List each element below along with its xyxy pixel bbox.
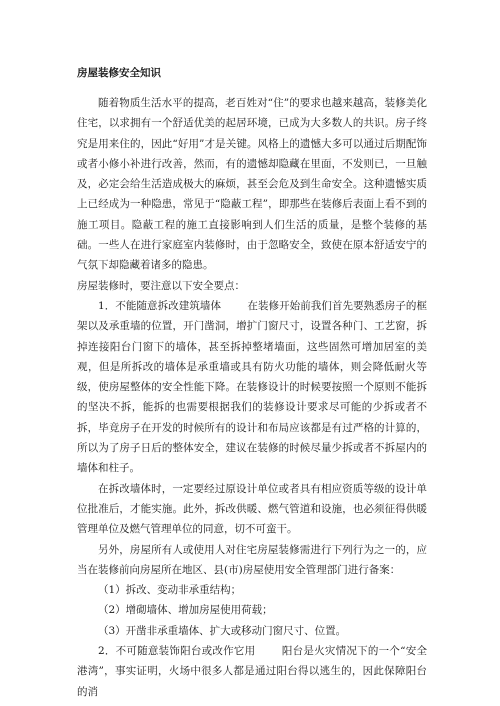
section-1-text: 在装修开始前我们首先要熟悉房子的框架以及承重墙的位置，开门凿洞，增扩门窗尺寸，设置各种门、工艺窗，拆掉连接阳台门窗下的墙体，甚至拆掉整堵墙面，这些固然可增加居室的美观，但是所拆改的墙体是承重墙或具有防火功能的墙体，则会降低耐火等级，使房屋整体的安全性能下降。在装修设计的时候要按照一个原则不能拆的坚决不拆，能拆的也需要根据我们的装修设计要求尽可能的少拆或者不拆，毕竟房子在开发的时候所有的设计和布局应该都是有过严格的计算的，所以为了房子日后的整体安全，建议在装修的时候尽量少拆或者不拆屋内的墙体和柱子。: [77, 299, 428, 475]
list-item: （3）开凿非承重墙体、扩大或移动门窗尺寸、位置。: [98, 624, 347, 637]
document-body: [77, 93, 427, 702]
intro-paragraph: 随着物质生活水平的提高，老百姓对“住”的要求也越来越高，装修美化住宅，以求拥有一个舒适优美的起居环境，已成为大多数人的共识。房子终究是用来住的，因此“好用”才是关键。风格上的遗憾大多可以通过后期配饰或者小修小补进行改善，然而，有的遗憾却隐藏在里面，不发则已，一旦触及，必定会给生活造成极大的麻烦，甚至会危及到生命安全。这种遗憾实质上已经成为一种隐患，常见于“隐蔽工程”，即那些在装修后表面上看不到的施工项目。隐蔽工程的施工直接影响到人们生活的质量，是整个装修的基础。一些人在进行家庭室内装修时，由于忽略安全，致使在原本舒适安宁的气氛下却隐藏着诸多的隐患。: [77, 97, 427, 272]
section-1-paragraph: [77, 296, 427, 479]
section-2-paragraph: [77, 641, 427, 702]
section-2-heading: 2．不可随意装饰阳台或改作它用: [98, 645, 256, 658]
document-title: 房屋装修安全知识: [77, 67, 161, 79]
list-item: （1）拆改、变动非承重结构；: [98, 584, 242, 597]
section-1-heading: 1．不能随意拆改建筑墙体: [98, 299, 222, 312]
section-2-text: 阳台是火灾情况下的一个“安全港湾”，事实证明，火场中很多人都是通过阳台得以逃生的，因此保障阳台的消: [77, 645, 427, 698]
filing-requirement-paragraph: 另外，房屋所有人或使用人对住宅房屋装修需进行下列行为之一的，应当在装修前向房屋所在地区、县(市)房屋使用安全管理部门进行备案：: [77, 543, 427, 576]
safety-points-intro: 房屋装修时，要注意以下安全要点：: [77, 279, 245, 292]
list-item: （2）增砌墙体、增加房屋使用荷载；: [98, 604, 273, 617]
wall-approval-paragraph: 在拆改墙体时，一定要经过原设计单位或者具有相应资质等级的设计单位批准后，才能实施。此外，拆改供暖、燃气管道和设施，也必须征得供暖管理单位及燃气管理单位的同意，切不可蛮干。: [77, 482, 427, 536]
